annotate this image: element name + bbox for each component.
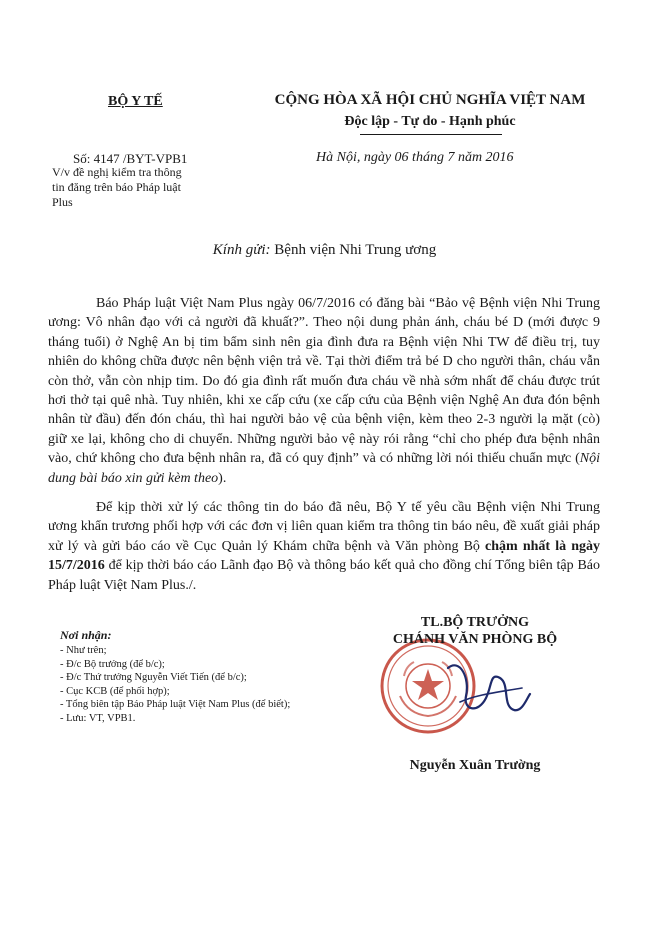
deadline-text: chậm nhất là ngày 15/7/2016 (48, 538, 601, 574)
paragraph-text-end: ). (218, 470, 227, 486)
organization-name: BỘ Y TẾ (108, 94, 163, 109)
receivers-heading: Nơi nhận: (60, 628, 112, 642)
list-item: - Tổng biên tập Báo Pháp luật Việt Nam Plus (để biết); (60, 699, 291, 711)
subject-line: Plus (52, 195, 73, 209)
recipient-label: Kính gửi: (212, 242, 271, 258)
body-paragraph-2 (48, 498, 600, 595)
signature-title-1: TL.BỘ TRƯỞNG (420, 615, 530, 630)
paragraph-text: Để kịp thời xử lý các thông tin do báo đã nêu, Bộ Y tế yêu cầu Bệnh viện Nhi Trung ương khẩn trương phối hợp với các đơn vị liên quan kiểm tra thông tin báo nêu, đề xuất giải pháp xử lý và gửi báo cáo về Cục Quản lý Khám chữa bệnh và Văn phòng Bộ (48, 500, 600, 554)
document-number: Số: 4147 /BYT-VPB1 (73, 151, 188, 166)
signer-name: Nguyễn Xuân Trường (409, 758, 541, 773)
recipient-name: Bệnh viện Nhi Trung ương (274, 242, 437, 258)
subject-line: tin đăng trên báo Pháp luật (52, 180, 181, 194)
subject-line: V/v đề nghị kiểm tra thông (52, 165, 182, 179)
body-paragraph-1 (48, 294, 600, 488)
signature-title-2: CHÁNH VĂN PHÒNG BỘ (392, 632, 558, 647)
place-and-date: Hà Nội, ngày 06 tháng 7 năm 2016 (316, 150, 514, 165)
list-item: - Như trên; (60, 645, 107, 656)
paragraph-text-end: để kịp thời báo cáo Lãnh đạo Bộ và thông báo kết quả cho đồng chí Tổng biên tập Báo Pháp luật Việt Nam Plus./. (48, 558, 600, 593)
paragraph-text: Báo Pháp luật Việt Nam Plus ngày 06/7/2016 có đăng bài “Bảo vệ Bệnh viện Nhi Trung ương: Vô nhân đạo với cả người đã khuất?”. Theo nội dung phản ánh, cháu bé D (mới được 9 tháng tuổi) ở Nghệ An bị tim bẩm sinh nên gia đình đưa ra Bệnh viện Nhi TW để điều trị, tuy nhiên do không chữa được nên bệnh viện trả về. Tại thời điểm trả bé D cho người thân, cháu vẫn còn thở, vẫn còn nhịp tim. Do đó gia đình rất muốn đưa cháu về nhà sớm nhất để cháu được trút hơi thở tại quê nhà. Tuy nhiên, khi xe cấp cứu (xe cấp cứu của Bệnh viện Nghệ An đưa đón bệnh nhân từ đầu) đến đón cháu, thì hai người bảo vệ của bệnh viện, kèm theo 2-3 người lạ mặt (cò) giữ xe lại, không cho di chuyển. Những người bảo vệ này rói rằng “chỉ cho phép đưa bệnh nhân vào, chứ không cho đưa bệnh nhân ra, đã có quy định” và có những lời nói thiếu chuẩn mực ( (48, 296, 600, 467)
handwritten-signature-icon (430, 648, 540, 728)
receivers-list (60, 644, 290, 726)
attachment-note: Nội dung bài báo xin gửi kèm theo (48, 451, 600, 486)
national-motto: Độc lập - Tự do - Hạnh phúc (344, 114, 516, 129)
nation-title: CỘNG HÒA XÃ HỘI CHỦ NGHĨA VIỆT NAM (274, 92, 586, 108)
subject-summary (52, 165, 242, 210)
motto-underline (360, 134, 502, 135)
list-item: - Lưu: VT, VPB1. (60, 712, 136, 724)
recipient-line (0, 242, 649, 259)
list-item: - Đ/c Thứ trưởng Nguyễn Viết Tiến (để b/c); (60, 672, 247, 684)
list-item: - Cục KCB (để phối hợp); (60, 685, 170, 697)
list-item: - Đ/c Bộ trưởng (để b/c); (60, 658, 165, 670)
